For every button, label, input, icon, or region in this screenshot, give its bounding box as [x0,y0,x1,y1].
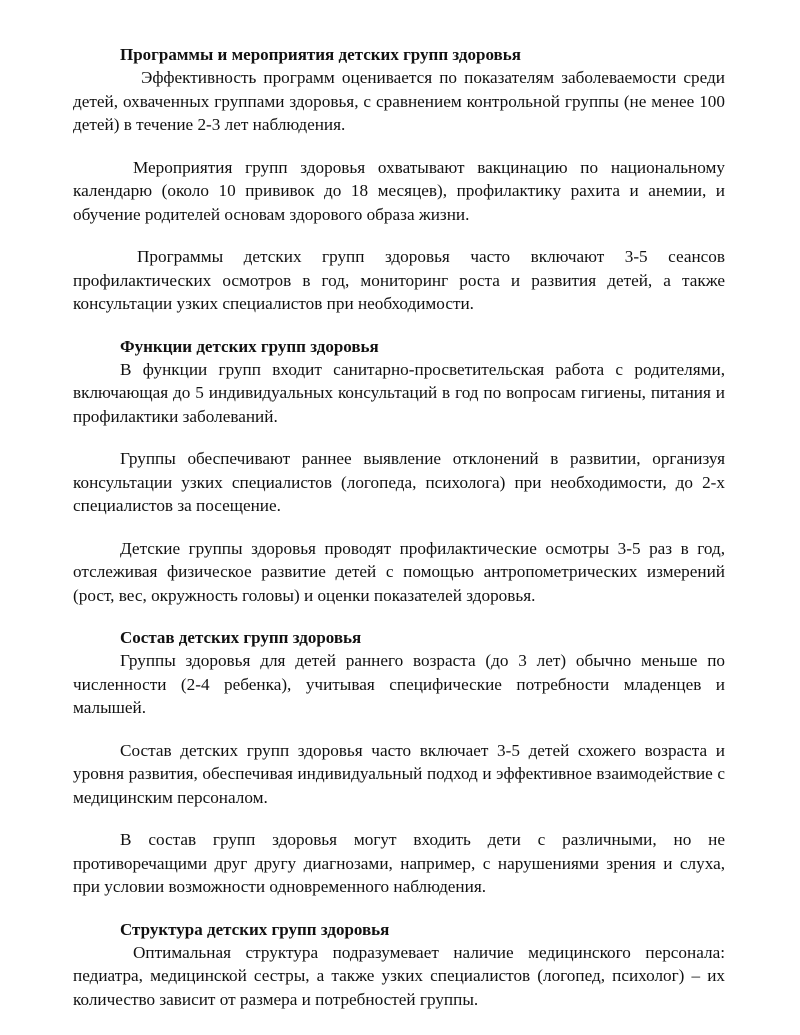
paragraph: Группы здоровья для детей раннего возраста (до 3 лет) обычно меньше по численности (2-4 ребенка), учитывая специфические потребности младенцев и малышей. [73,651,725,717]
paragraph: Оптимальная структура подразумевает наличие медицинского персонала: педиатра, медицинской сестры, а также узких специалистов (логопед, психолог) – их количество зависит от размера и потребностей группы. [73,942,725,1009]
section-functions [73,336,725,608]
section-heading: Функции детских групп здоровья [120,336,379,356]
section-composition [73,627,725,899]
section-programs [73,44,725,316]
document-page [73,44,725,1011]
section-structure [73,919,725,1012]
paragraph: В состав групп здоровья могут входить дети с различными, но не противоречащими друг другу диагнозами, например, с нарушениями зрения и слуха, при условии возможности одновременного наблюдения. [73,830,725,896]
paragraph: Детские группы здоровья проводят профилактические осмотры 3-5 раз в год, отслеживая физическое развитие детей с помощью антропометрических измерений (рост, вес, окружность головы) и оценки показателей здоровья. [73,538,725,605]
paragraph: Состав детских групп здоровья часто включает 3-5 детей схожего возраста и уровня развития, обеспечивая индивидуальный подход и эффективное взаимодействие с медицинским персоналом. [73,740,725,807]
paragraph: В функции групп входит санитарно-просветительская работа с родителями, включающая до 5 индивидуальных консультаций в год по вопросам гигиены, питания и профилактики заболеваний. [73,359,725,426]
paragraph: Программы детских групп здоровья часто включают 3-5 сеансов профилактических осмотров в год, мониторинг роста и развития детей, а также консультации узких специалистов при необходимости. [73,247,725,313]
paragraph: Мероприятия групп здоровья охватывают вакцинацию по национальному календарю (около 10 прививок до 18 месяцев), профилактику рахита и анемии, и обучение родителей основам здорового образа жизни. [73,157,725,224]
section-heading: Состав детских групп здоровья [120,628,362,647]
section-heading: Программы и мероприятия детских групп здоровья [120,45,521,64]
paragraph: Группы обеспечивают раннее выявление отклонений в развитии, организуя консультации узких специалистов (логопеда, психолога) при необходимости, до 2-х специалистов за посещение. [73,449,725,515]
section-heading: Структура детских групп здоровья [120,919,390,939]
paragraph: Эффективность программ оценивается по показателям заболеваемости среди детей, охваченных группами здоровья, с сравнением контрольной группы (не менее 100 детей) в течение 2-3 лет наблюдения. [73,68,725,134]
